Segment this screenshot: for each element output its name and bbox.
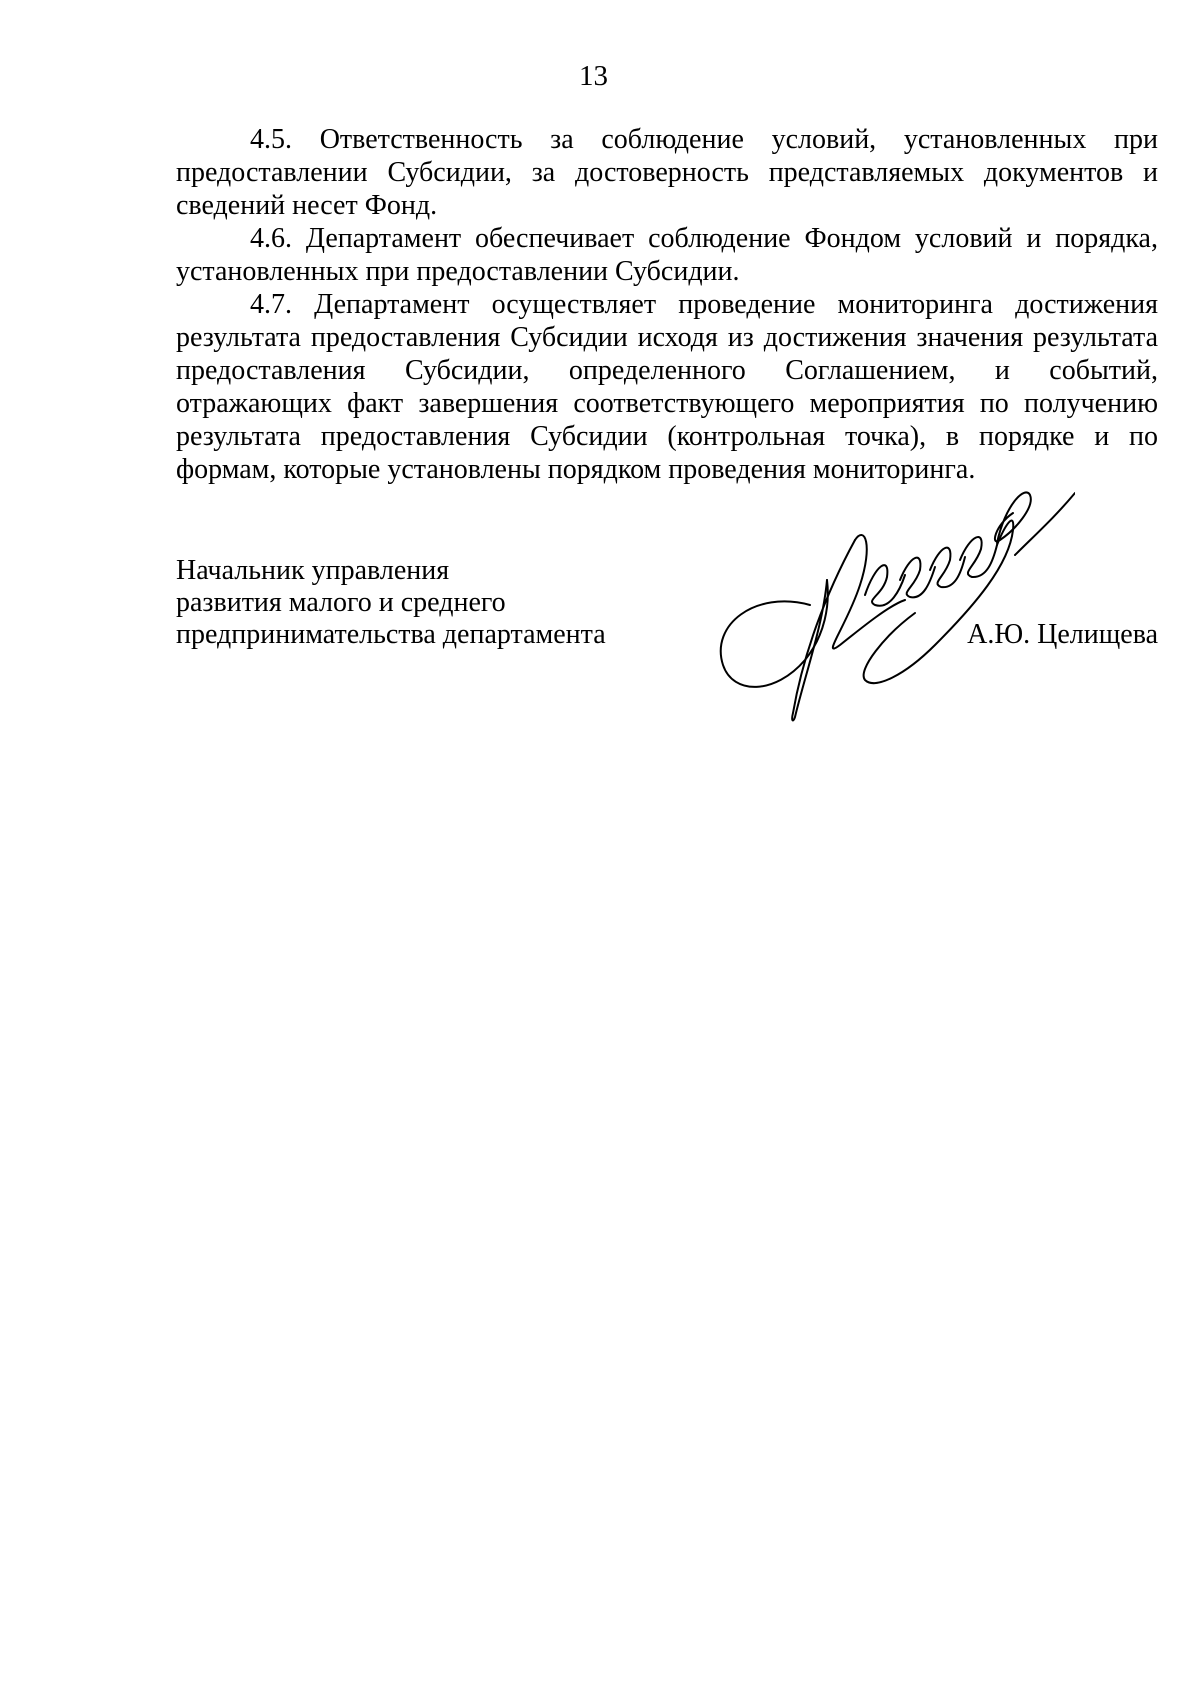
signer-position-line: предпринимательства департамента: [176, 619, 606, 650]
document-body: [176, 123, 1158, 486]
signer-position-line: Начальник управления: [176, 555, 450, 586]
handwritten-signature: [715, 485, 1075, 725]
paragraph-4-7: 4.7. Департамент осуществляет проведение мониторинга достижения результата предоставления Субсидии исходя из достижения значения результата предоставления Субсидии, определенного Соглашением, и событий, отражающих факт завершения соответствующего мероприятия по получению результата предоставления Субсидии (контрольная точка), в порядке и по формам, которые установлены порядком проведения мониторинга.: [176, 289, 1158, 485]
signer-position: [176, 555, 696, 651]
page-number: 13: [579, 60, 608, 92]
paragraph-4-6: 4.6. Департамент обеспечивает соблюдение Фондом условий и порядка, установленных при предоставлении Субсидии.: [176, 223, 1158, 287]
paragraph-4-5: 4.5. Ответственность за соблюдение условий, установленных при предоставлении Субсидии, за достоверность представляемых документов и сведений несет Фонд.: [176, 124, 1158, 221]
signer-name: А.Ю. Целищева: [967, 619, 1158, 650]
signer-position-line: развития малого и среднего: [176, 587, 506, 618]
